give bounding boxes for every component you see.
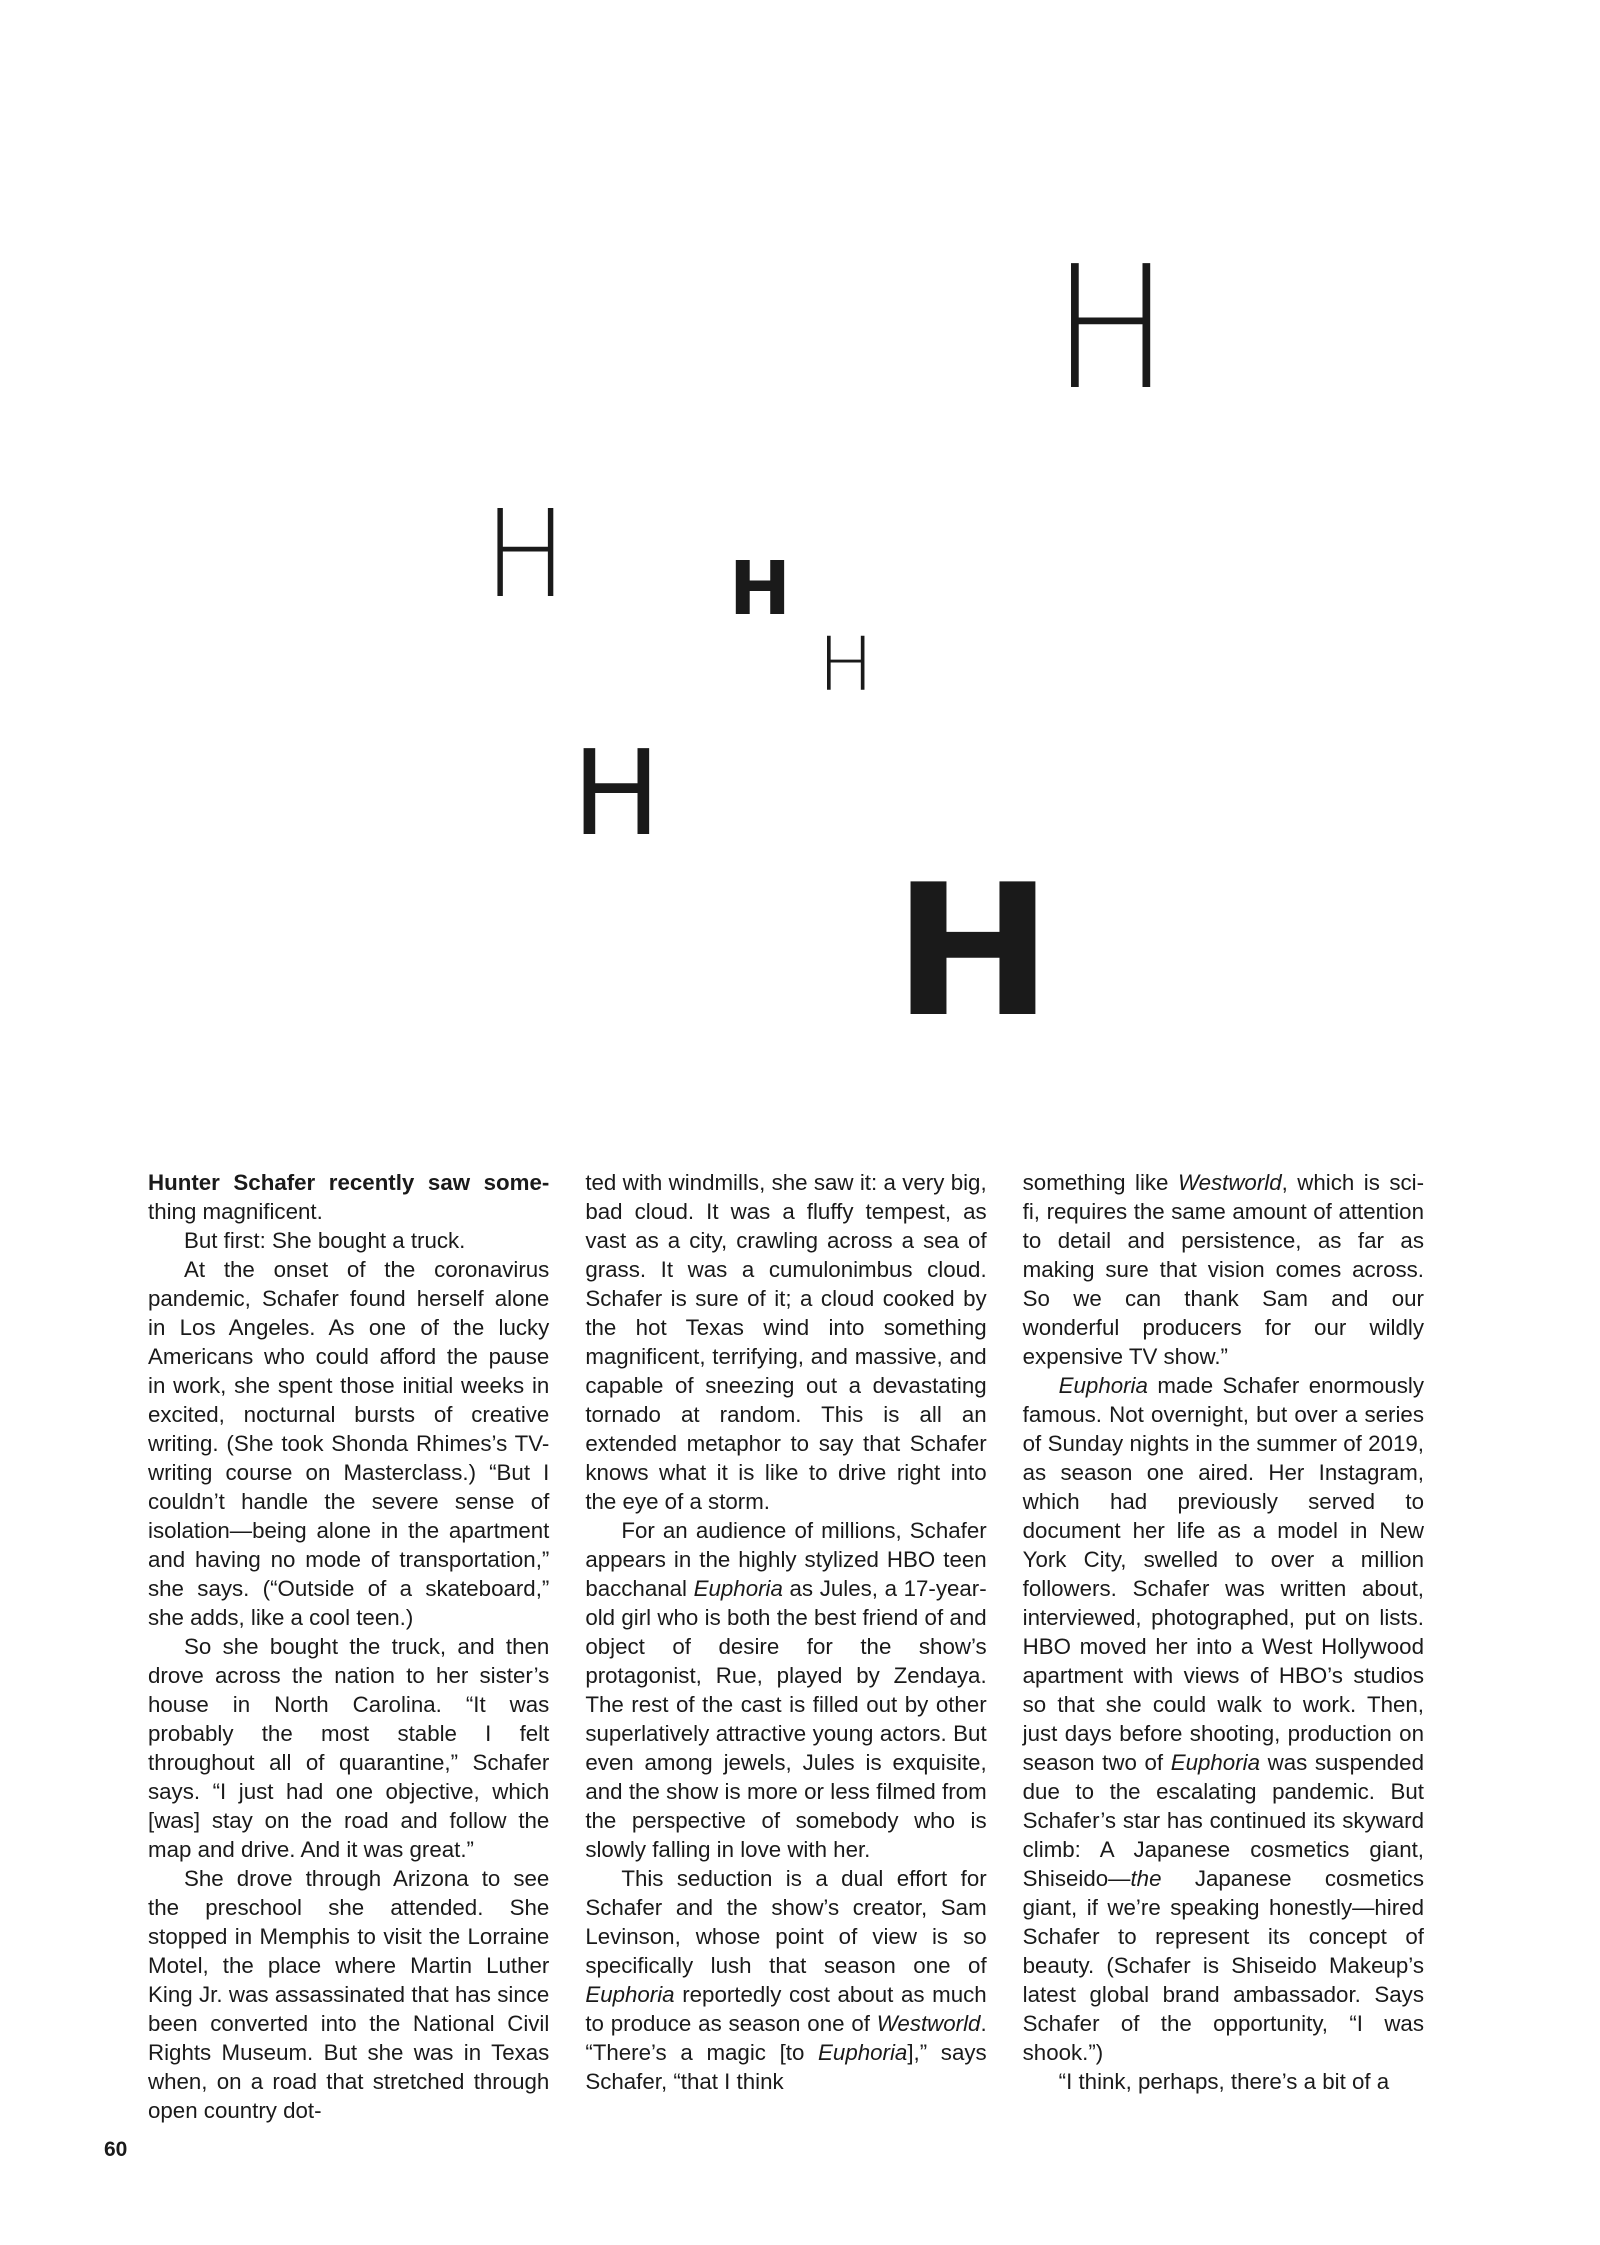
decorative-letter-h: H	[729, 546, 791, 632]
decorative-letter-h: H	[484, 486, 568, 625]
article-paragraph: For an audience of millions, Schafer appears in the highly stylized HBO teen bacchanal Euphoria as Jules, a 17-year-old girl who is both the best friend of and object of desire for the show’s protagonist, Rue, played by Zendaya. The rest of the cast is filled out by other superlatively attractive young actors. But even among jewels, Jules is exquisite, and the show is more or less filmed from the perspective of somebody who is slowly falling in love with her.	[585, 1518, 987, 1862]
article-column-3	[1023, 1168, 1424, 2125]
article-paragraph: something like Westworld, which is sci-fi, requires the same amount of attention to detail and persistence, as far as making sure that vision comes across. So we can thank Sam and our wonderful producers for our wildly expensive TV show.”	[1022, 1170, 1424, 1369]
article-paragraph: Hunter Schafer recently saw some- thing magnificent.	[148, 1170, 550, 1224]
article-body	[148, 1168, 1424, 2125]
article-paragraph: ted with windmills, she saw it: a very big, bad cloud. It was a fluffy tempest, as vast as a city, crawling across a sea of grass. It was a cumulonimbus cloud. Schafer is sure of it; a cloud cooked by the hot Texas wind into something magnificent, terrifying, and massive, and capable of sneezing out a devastating tornado at random. This is all an extended metaphor to say that Schafer knows what it is like to drive right into the eye of a storm.	[585, 1170, 987, 1514]
article-column-1	[148, 1168, 549, 2125]
lead-in: Hunter Schafer recently saw some-	[148, 1170, 550, 1195]
article-paragraph: This seduction is a dual effort for Schafer and the show’s creator, Sam Levinson, whose point of view is so specifically lush that season one of Euphoria reportedly cost about as much to produce as season one of Westworld. “There’s a magic [to Euphoria],” says Schafer, “that I think	[585, 1866, 987, 2094]
decorative-letter-h: H	[893, 845, 1053, 1057]
article-paragraph: But first: She bought a truck.	[184, 1228, 466, 1253]
page-number: 60	[104, 2138, 128, 2161]
decorative-letter-h: H	[818, 622, 874, 708]
decorative-letter-h: H	[572, 724, 661, 862]
article-paragraph: Euphoria made Schafer enormously famous. Not overnight, but over a series of Sunday nights in the summer of 2019, as season one aired. Her Instagram, which had previously served to document her life as a model in New York City, swelled to over a million followers. Schafer was written about, interviewed, photographed, put on lists. HBO moved her into a West Hollywood apartment with views of HBO’s studios so that she could walk to work. Then, just days before shooting, production on season two of Euphoria was suspended due to the escalating pandemic. But Schafer’s star has continued its skyward climb: A Japanese cosmetics giant, Shiseido—the Japanese cosmetics giant, if we’re speaking honestly—hired Schafer to represent its concept of beauty. (Schafer is Shiseido Makeup’s latest global brand ambassador. Says Schafer of the opportunity, “I was shook.”)	[1022, 1373, 1424, 2065]
article-paragraph: She drove through Arizona to see the preschool she attended. She stopped in Memphis to visit the Lorraine Motel, the place where Martin Luther King Jr. was assassinated that has since been converted into the National Civil Rights Museum. But she was in Texas when, on a road that stretched through open country dot-	[148, 1866, 550, 2123]
article-paragraph: “I think, perhaps, there’s a bit of a	[1058, 2069, 1390, 2094]
article-paragraph: At the onset of the coronavirus pandemic, Schafer found herself alone in Los Angeles. As one of the lucky Americans who could afford the pause in work, she spent those initial weeks in excited, nocturnal bursts of creative writing. (She took Shonda Rhimes’s TV-writing course on Masterclass.) “But I couldn’t handle the severe sense of isolation—being alone in the apartment and having no mode of transportation,” she says. (“Outside of a skateboard,” she adds, like a cool teen.)	[148, 1257, 550, 1630]
article-column-2	[585, 1168, 986, 2125]
decorative-letter-h: H	[1052, 230, 1170, 428]
article-paragraph: So she bought the truck, and then drove across the nation to her sister’s house in North Carolina. “It was probably the most stable I felt throughout all of quarantine,” Schafer says. “I just had one objective, which [was] stay on the road and follow the map and drive. And it was great.”	[148, 1634, 550, 1862]
